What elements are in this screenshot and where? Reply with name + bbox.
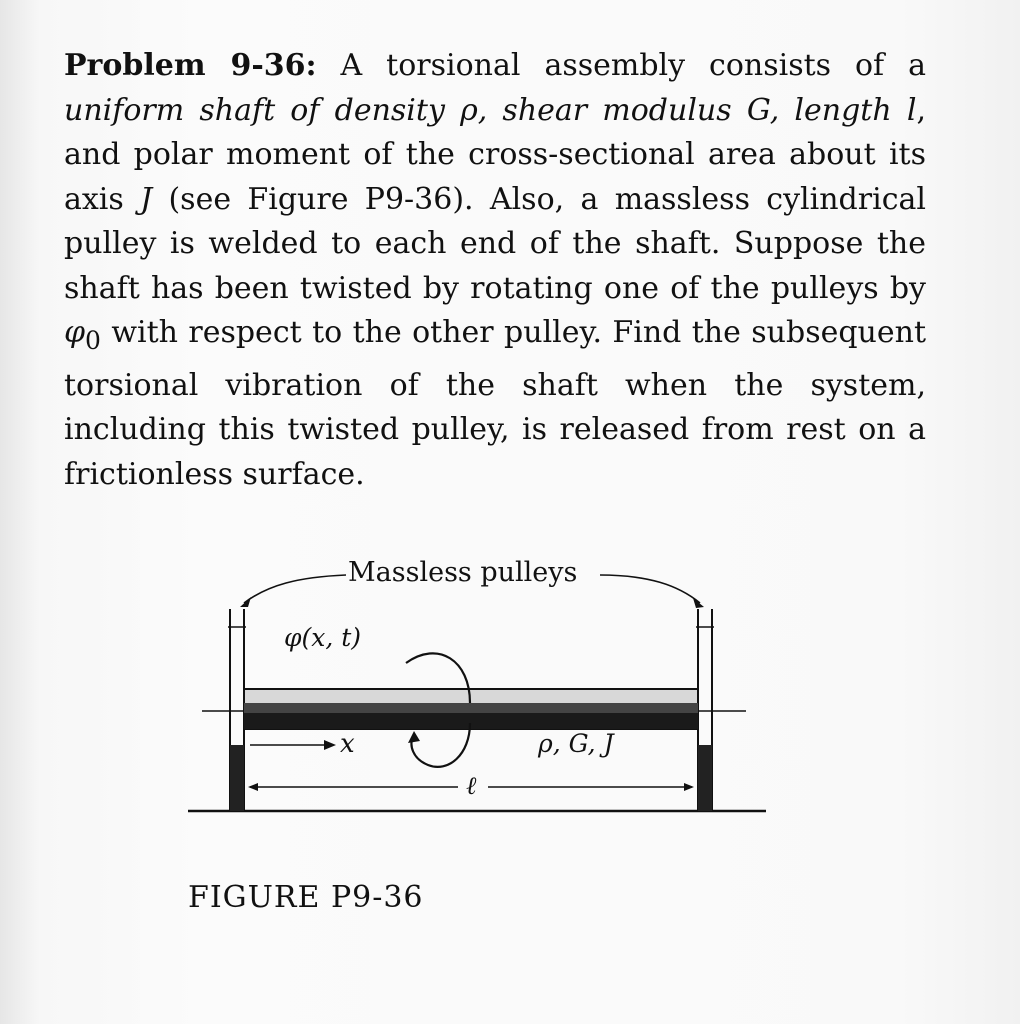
- text-segment: , and polar moment of the cross-sectional area about its axis: [64, 92, 927, 217]
- x-arrow: [250, 740, 336, 750]
- x-label: x: [340, 729, 355, 759]
- text-segment: with respect to the other pulley. Find the subsequent torsional vibration of the shaft when the system, including this twisted pulley, is released from rest on a frictionless surface.: [64, 315, 926, 492]
- problem-statement: [64, 44, 926, 497]
- text-segment-italic: , shear modulus: [477, 92, 747, 128]
- massless-pulleys-label: Massless pulleys: [348, 557, 578, 588]
- phi-xt-label: φ(x, t): [284, 623, 362, 652]
- symbol-l: l: [906, 92, 917, 128]
- text-segment: (see Figure P9-36). Also, a massless cylindrical pulley is welded to each end of the shaft. Suppose the shaft has been twisted by rotating one of the pulleys by: [64, 181, 926, 306]
- text-segment-italic: uniform shaft of density: [64, 92, 461, 128]
- symbol-rho: ρ: [460, 92, 478, 128]
- parameters-label: ρ, G, J: [538, 729, 614, 758]
- symbol-g: G: [746, 92, 770, 128]
- shaft-diagram: [188, 545, 768, 865]
- symbol-phi0-subscript: 0: [85, 326, 101, 355]
- length-label: ℓ: [466, 771, 477, 800]
- symbol-j: J: [140, 181, 153, 217]
- symbol-phi0: φ: [64, 315, 86, 350]
- problem-label: Problem 9-36:: [64, 48, 317, 83]
- figure-p9-36: [188, 545, 768, 865]
- text-segment: A torsional assembly consists of a: [316, 48, 927, 83]
- problem-text: [64, 44, 926, 497]
- figure-caption: FIGURE P9-36: [188, 880, 424, 915]
- text-segment-italic: , length: [769, 92, 907, 128]
